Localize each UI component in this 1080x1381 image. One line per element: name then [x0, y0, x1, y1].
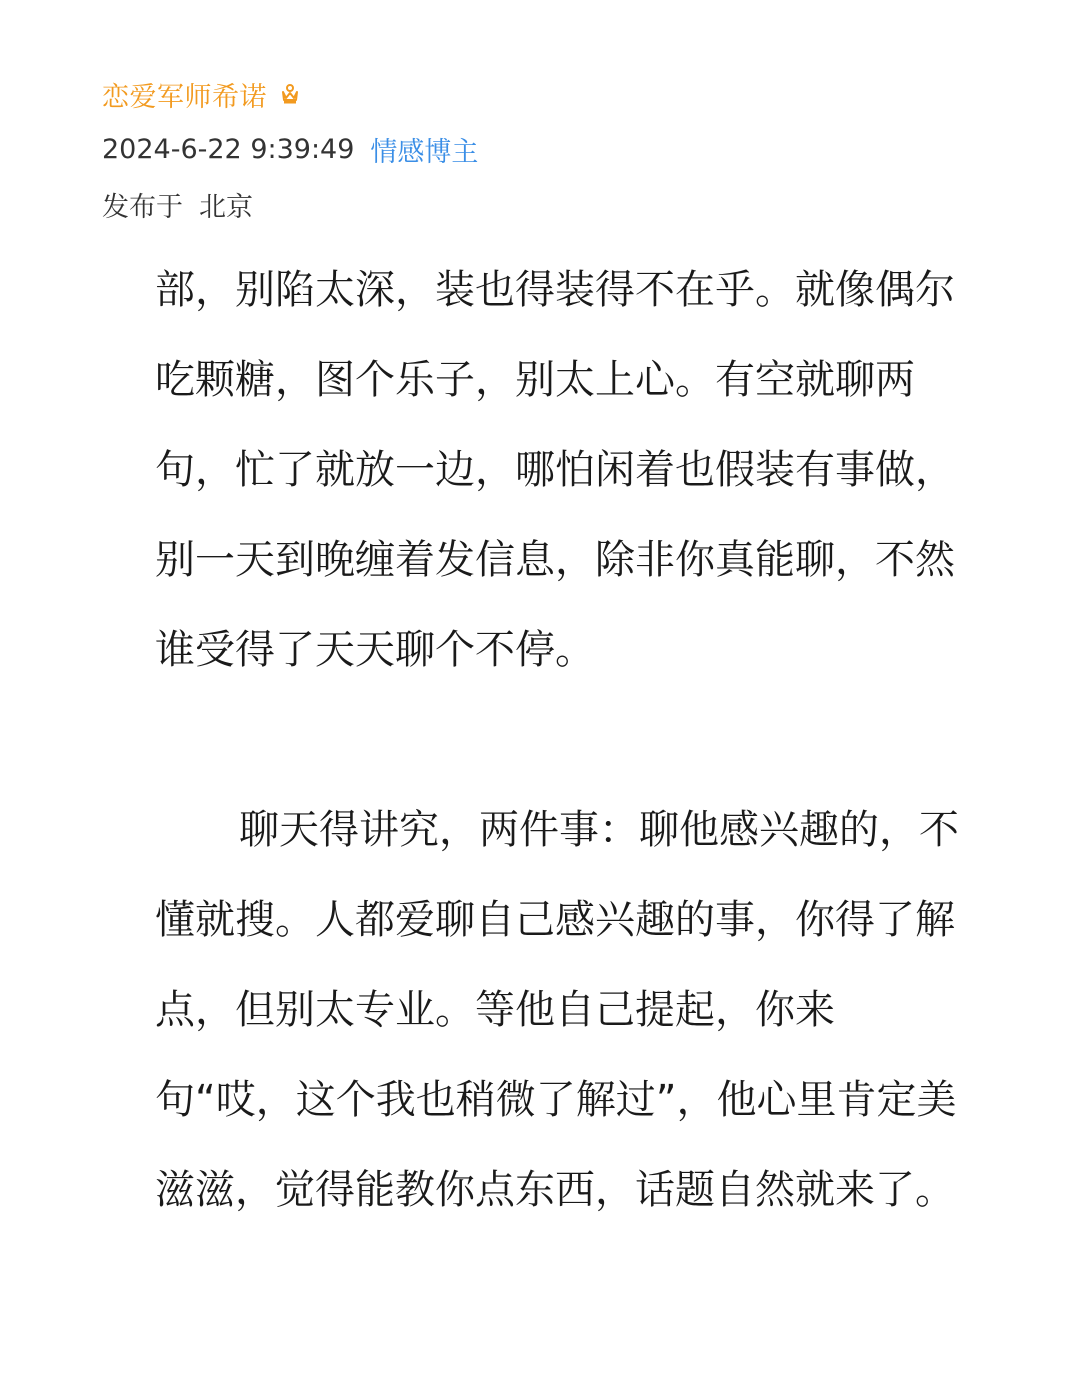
author-name[interactable]: 恋爱军师希诺 — [102, 81, 267, 113]
paragraph: 聊天得讲究，两件事：聊他感兴趣的，不懂就搜。人都爱聊自己感兴趣的事，你得了解点，但别太专业。等他自己提起，你来句“哎，这个我也稍微了解过”，他心里肯定美滋滋，觉得能教你点东西，话题自然就来了。 — [155, 807, 959, 1213]
author-tag[interactable]: 情感博主 — [370, 136, 479, 168]
post-header — [102, 70, 1002, 228]
post-content — [155, 245, 975, 1235]
paragraph: 部，别陷太深，装也得装得不在乎。就像偶尔吃颗糖，图个乐子，别太上心。有空就聊两句，忙了就放一边，哪怕闲着也假装有事做，别一天到晚缠着发信息，除非你真能聊，不然谁受得了天天聊个不停。 — [155, 267, 955, 673]
location-prefix: 发布于 — [102, 191, 183, 223]
location-city: 北京 — [199, 191, 253, 223]
post-datetime: 2024-6-22 9:39:49 — [102, 133, 355, 165]
crown-icon — [279, 83, 301, 105]
meta-row — [102, 125, 1002, 173]
location-row — [102, 180, 1002, 228]
author-row — [102, 70, 1002, 118]
